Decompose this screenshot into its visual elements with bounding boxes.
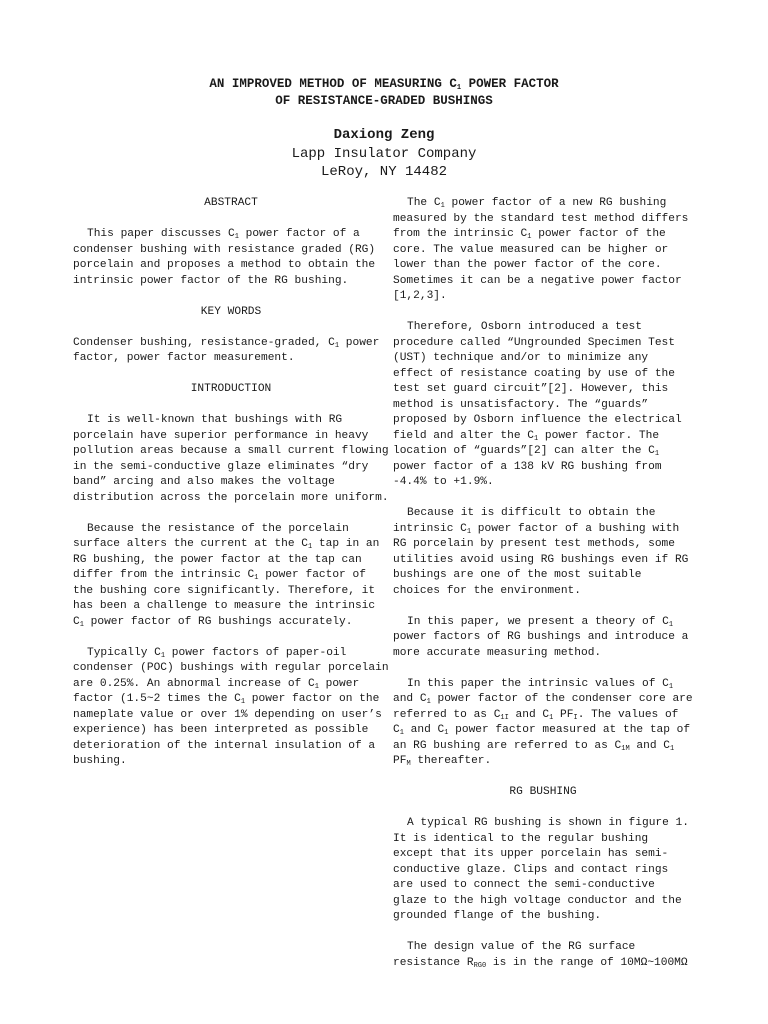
intro-paragraph-2: Because the resistance of the porcelain surface alters the current at the $C_1$ tap in an RG bushing, the power factor at the tap can differ from the intrinsic $C_1$ power factor of the bushing core significantly. Therefore, it has been a challenge to measure the intrinsic $C_1$ power factor of RG bushings accurately. (73, 522, 380, 629)
author-name: Daxiong Zeng (333, 127, 435, 143)
body-paragraph-5: In this paper the intrinsic values of $C_1$ and $C_1$ power factor of the condenser core are referred to as $C_{1I}$ and $C_1$ $PF_I$. The values of $C_1$ and $C_1$ power factor measured at the tap of an RG bushing are referred to as $C_{1M}$ and $C_1$ $PF_M$ thereafter. (393, 677, 693, 768)
left-column (73, 196, 389, 785)
paper-title (0, 76, 768, 110)
keywords-heading: KEY WORDS (200, 305, 262, 318)
abstract-heading: ABSTRACT (204, 197, 258, 209)
intro-paragraph-3: Typically $C_1$ power factors of paper-oil condenser (POC) bushings with regular porcelain are 0.25%. An abnormal increase of $C_1$ power factor (1.5~2 times the $C_1$ power factor on the nameplate value or over 1% depending on user’s experience) has been interpreted as possible deterioration of the internal insulation of a bushing. (73, 646, 389, 767)
title-line-1: AN IMPROVED METHOD OF MEASURING $C_1$ POWER FACTOR (209, 77, 559, 92)
abstract-paragraph: This paper discusses $C_1$ power factor of a condenser bushing with resistance graded (RG) porcelain and proposes a method to obtain the intrinsic power factor of the RG bushing. (73, 228, 376, 287)
intro-paragraph-1: It is well-known that bushings with RG porcelain have superior performance in heavy pollution areas because a small current flowing in the semi-conductive glaze eliminates “dry band” arcing and also makes the voltage distribution across the porcelain more uniform. (73, 414, 389, 504)
rg-bushing-heading: RG BUSHING (509, 786, 577, 798)
author-affiliation (0, 145, 768, 181)
body-paragraph-3: Because it is difficult to obtain the intrinsic $C_1$ power factor of a bushing with RG porcelain by present test methods, some utilities avoid using RG bushings even if RG bushings are one of the most suitable choices for the environment. (393, 507, 689, 597)
body-paragraph-6: A typical RG bushing is shown in figure 1. It is identical to the regular bushing except that its upper porcelain has semi-conductive glaze. Clips and contact rings are used to connect the semi-conductive glaze to the high voltage conductor and the grounded flange of the bushing. (393, 817, 689, 922)
body-paragraph-1: The $C_1$ power factor of a new RG bushing measured by the standard test method differs from the intrinsic $C_1$ power factor of the core. The value measured can be higher or lower than the power factor of the core. Sometimes it can be a negative power factor [1,2,3]. (393, 197, 689, 302)
introduction-heading: INTRODUCTION (190, 383, 272, 395)
keywords-paragraph: Condenser bushing, resistance-graded, $C_1$ power factor, power factor measurement. (73, 336, 380, 364)
body-paragraph-2: Therefore, Osborn introduced a test procedure called “Ungrounded Specimen Test (UST) technique and/or to minimize any effect of resistance coating by use of the test set guard circuit”[2]. However, this method is unsatisfactory. The “guards” proposed by Osborn influence the electrical field and alter the $C_1$ power factor. The location of “guards”[2] can alter the $C_1$ power factor of a 138 kV RG bushing from -4.4% to +1.9%. (393, 321, 682, 488)
company-name: Lapp Insulator Company (291, 146, 477, 162)
company-location: LeRoy, NY 14482 (320, 164, 448, 180)
right-column (393, 196, 693, 987)
body-paragraph-7: The design value of the RG surface resistance $R_{RG0}$ is in the range of 10MΩ~100MΩ (393, 941, 688, 970)
title-line-2: OF RESISTANCE-GRADED BUSHINGS (275, 94, 493, 108)
body-paragraph-4: In this paper, we present a theory of $C_1$ power factors of RG bushings and introduce a more accurate measuring method. (393, 615, 689, 659)
